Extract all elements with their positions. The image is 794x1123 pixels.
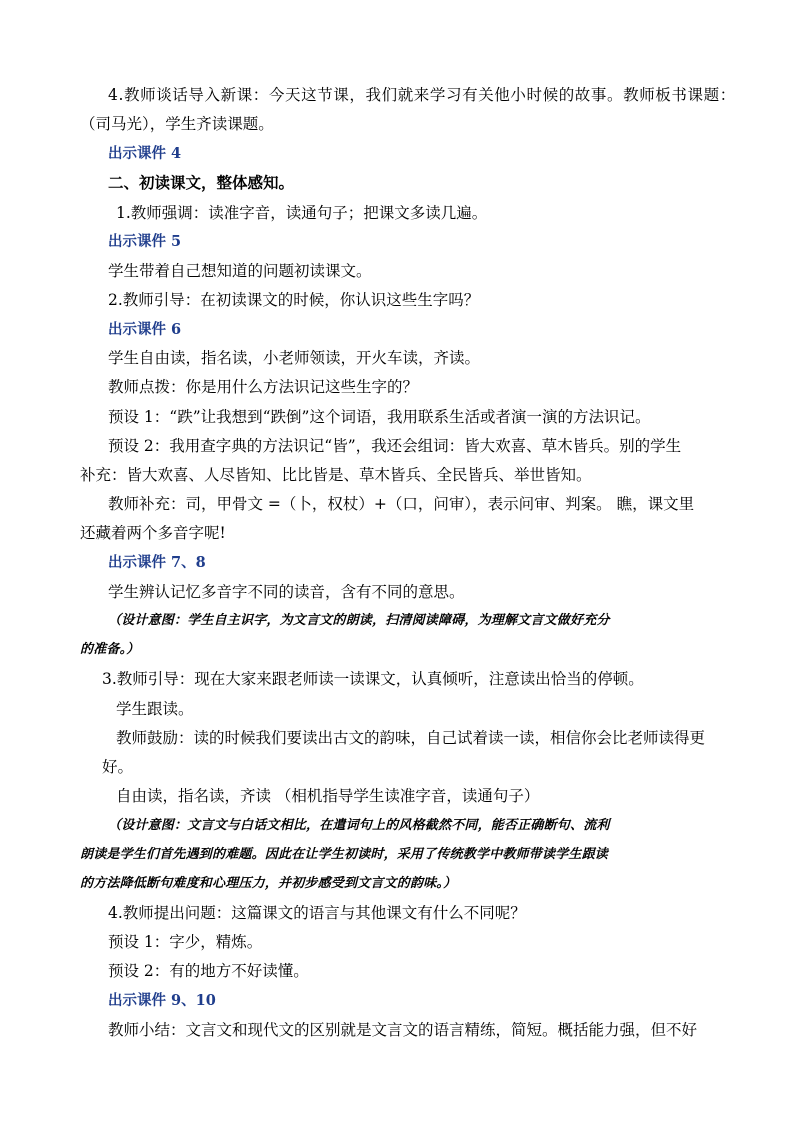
paragraph-line: 自由读，指名读，齐读 （相机指导学生读准字音，读通句子） xyxy=(116,787,540,805)
paragraph-line: 4.教师提出问题：这篇课文的语言与其他课文有什么不同呢？ xyxy=(108,904,526,922)
slide-marker: 出示课件 7、8 xyxy=(108,554,206,571)
paragraph-line: 好。 xyxy=(102,758,134,776)
slide-marker: 出示课件 4 xyxy=(108,145,182,162)
paragraph-line: （司马光），学生齐读课题。 xyxy=(80,115,274,133)
paragraph-line: 教师小结：文言文和现代文的区别就是文言文的语言精练，简短。概括能力强，但不好 xyxy=(108,1021,698,1039)
design-note: 朗读是学生们首先遇到的难题。因此在让学生初读时，采用了传统教学中教师带读学生跟读 xyxy=(80,847,609,862)
design-note: 的准备。） xyxy=(80,642,140,657)
design-note: （设计意图：文言文与白话文相比，在遣词句上的风格截然不同，能否正确断句、流利 xyxy=(108,818,610,833)
paragraph-line: 还藏着两个多音字呢! xyxy=(80,524,226,542)
paragraph-line: 学生跟读。 xyxy=(116,700,194,718)
paragraph-line: 预设 2：有的地方不好读懂。 xyxy=(108,962,309,980)
paragraph-line: 2.教师引导：在初读课文的时候，你认识这些生字吗？ xyxy=(108,291,480,309)
paragraph-line: 学生自由读，指名读，小老师领读，开火车读，齐读。 xyxy=(108,349,481,367)
paragraph-line: 3.教师引导：现在大家来跟老师读一读课文，认真倾听，注意读出恰当的停顿。 xyxy=(102,670,644,688)
paragraph-line: 预设 1：“跌”让我想到“跌倒”这个词语，我用联系生活或者演一演的方法识记。 xyxy=(108,408,651,426)
paragraph-line: 学生辨认记忆多音字不同的读音，含有不同的意思。 xyxy=(108,583,465,601)
section-heading: 二、初读课文，整体感知。 xyxy=(108,173,295,192)
paragraph-line: 补充：皆大欢喜、人尽皆知、比比皆是、草木皆兵、全民皆兵、举世皆知。 xyxy=(80,466,592,484)
paragraph-line: 1.教师强调：读准字音，读通句子；把课文多读几遍。 xyxy=(116,204,488,222)
slide-marker: 出示课件 5 xyxy=(108,233,182,250)
paragraph-line: 学生带着自己想知道的问题初读课文。 xyxy=(108,262,372,280)
paragraph-line: 教师补充：司，甲骨文 =（卜，权杖）+（口，问审），表示问审、判案。 瞧，课文里 xyxy=(108,495,695,513)
design-note: 的方法降低断句难度和心理压力，并初步感受到文言文的韵味。） xyxy=(80,876,457,891)
paragraph-line: 4.教师谈话导入新课：今天这节课，我们就来学习有关他小时候的故事。教师板书课题： xyxy=(108,86,736,104)
paragraph-line: 预设 1：字少，精炼。 xyxy=(108,933,263,951)
paragraph-line: 教师鼓励：读的时候我们要读出古文的韵味，自己试着读一读，相信你会比老师读得更 xyxy=(116,729,706,747)
paragraph-line: 预设 2：我用查字典的方法识记“皆”，我还会组词：皆大欢喜、草木皆兵。别的学生 xyxy=(108,437,682,455)
slide-marker: 出示课件 9、10 xyxy=(108,992,216,1009)
slide-marker: 出示课件 6 xyxy=(108,321,182,338)
design-note: （设计意图：学生自主识字，为文言文的朗读，扫清阅读障碍，为理解文言文做好充分 xyxy=(108,613,610,628)
paragraph-line: 教师点拨：你是用什么方法识记这些生字的？ xyxy=(108,378,419,396)
